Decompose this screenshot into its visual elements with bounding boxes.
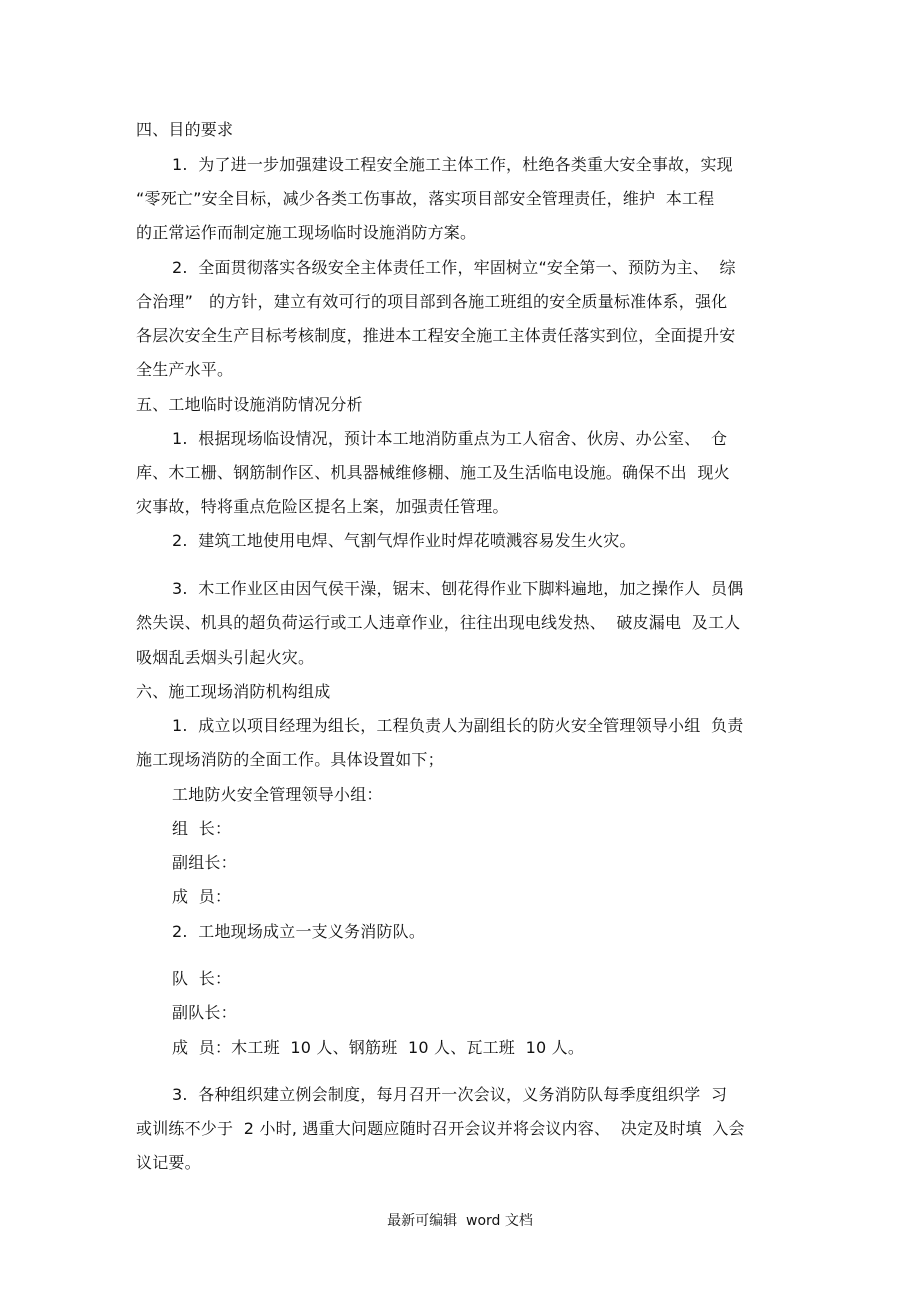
paragraph-line: 队 长： xyxy=(172,969,232,988)
section-heading-6: 六、施工现场消防机构组成 xyxy=(136,682,331,701)
paragraph-line: 1. 根据现场临设情况，预计本工地消防重点为工人宿舍、伙房、办公室、 仓 xyxy=(172,429,728,448)
section-heading-4: 四、目的要求 xyxy=(136,120,234,139)
paragraph-line: 2. 全面贯彻落实各级安全主体责任工作，牢固树立“安全第一、预防为主、 综 xyxy=(172,258,736,277)
paragraph-line: 各层次安全生产目标考核制度，推进本工程安全施工主体责任落实到位，全面提升安 xyxy=(136,326,736,345)
paragraph-line: 全生产水平。 xyxy=(136,360,234,379)
paragraph-line: 或训练不少于 2 小时, 遇重大问题应随时召开会议并将会议内容、 决定及时填 入会 xyxy=(136,1119,745,1138)
paragraph-line: 1. 成立以项目经理为组长，工程负责人为副组长的防火安全管理领导小组 负责 xyxy=(172,716,744,735)
page-footer: 最新可编辑 word 文档 xyxy=(387,1213,533,1229)
paragraph-line: 灾事故，特将重点危险区提名上案，加强责任管理。 xyxy=(136,497,509,516)
paragraph-line: 议记要。 xyxy=(136,1153,201,1172)
section-heading-5: 五、工地临时设施消防情况分析 xyxy=(136,395,363,414)
paragraph-line: 然失误、机具的超负荷运行或工人违章作业，往往出现电线发热、 破皮漏电 及工人 xyxy=(136,613,741,632)
paragraph-line: 1. 为了进一步加强建设工程安全施工主体工作，杜绝各类重大安全事故，实现 xyxy=(172,155,733,174)
paragraph-line: “零死亡”安全目标，减少各类工伤事故，落实项目部安全管理责任，维护 本工程 xyxy=(136,189,715,208)
paragraph-line: 合治理” 的方针，建立有效可行的项目部到各施工班组的安全质量标准体系，强化 xyxy=(136,292,728,311)
paragraph-line: 成 员：木工班 10 人、钢筋班 10 人、瓦工班 10 人。 xyxy=(172,1038,585,1057)
paragraph-line: 施工现场消防的全面工作。具体设置如下； xyxy=(136,750,444,769)
paragraph-line: 的正常运作而制定施工现场临时设施消防方案。 xyxy=(136,223,477,242)
paragraph-line: 2. 建筑工地使用电焊、气割气焊作业时焊花喷溅容易发生火灾。 xyxy=(172,531,636,550)
paragraph-line: 3. 木工作业区由因气侯干澡，锯末、刨花得作业下脚料遍地，加之操作人 员偶 xyxy=(172,579,744,598)
paragraph-line: 工地防火安全管理领导小组： xyxy=(172,785,383,804)
paragraph-line: 吸烟乱丢烟头引起火灾。 xyxy=(136,648,315,667)
paragraph-line: 库、木工栅、钢筋制作区、机具器械维修棚、施工及生活临电设施。确保不出 现火 xyxy=(136,463,730,482)
paragraph-line: 3. 各种组织建立例会制度，每月召开一次会议，义务消防队每季度组织学 习 xyxy=(172,1085,728,1104)
paragraph-line: 组 长： xyxy=(172,819,232,838)
paragraph-line: 成 员： xyxy=(172,887,232,906)
paragraph-line: 副队长： xyxy=(172,1003,237,1022)
paragraph-line: 2. 工地现场成立一支义务消防队。 xyxy=(172,922,426,941)
paragraph-line: 副组长： xyxy=(172,853,237,872)
